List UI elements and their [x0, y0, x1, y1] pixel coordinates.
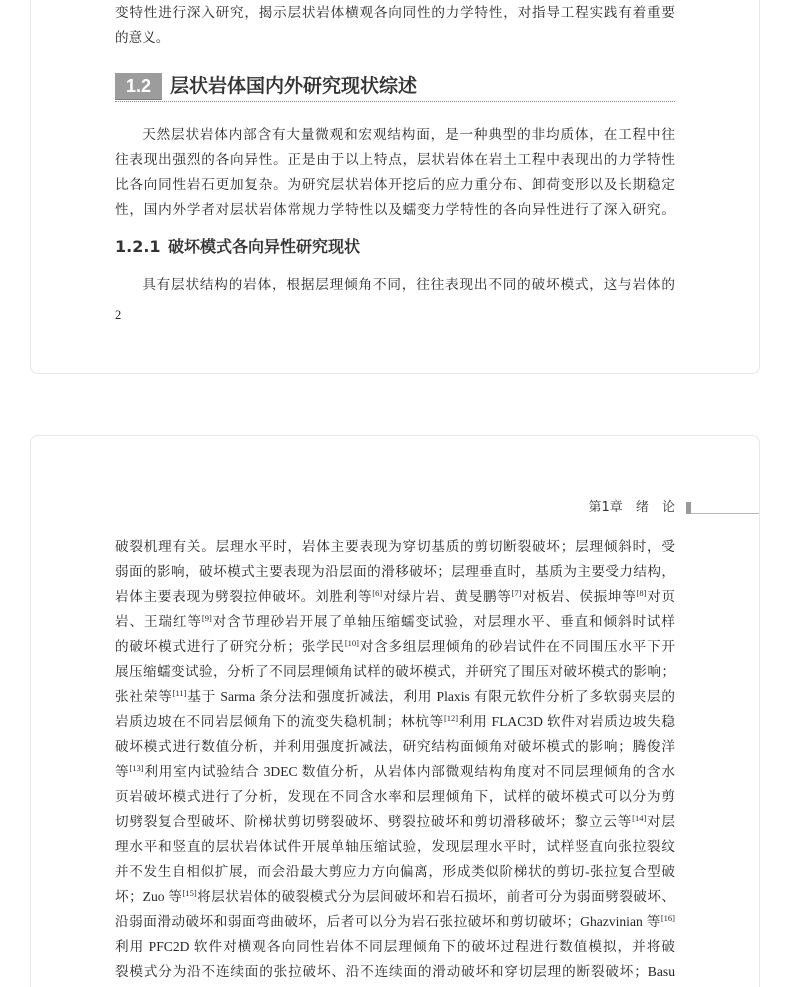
text-segment: 破坏模式进行数值分析，并利用强度折减法，研究结构面倾角对破坏模式的影响；腾俊洋: [115, 739, 675, 754]
citation-superscript: [9]: [201, 613, 212, 623]
text-segment: 并不发生自相似扩展，而会沿最大剪应力方向偏离，形成类似阶梯状的剪切-张拉复合型破: [115, 864, 675, 879]
citation-superscript: [7]: [511, 588, 522, 598]
book-page-card: [30, 435, 760, 987]
text-segment: 将层状岩体的破裂模式分为层间破坏和岩石损坏，前者可分为弱面劈裂破坏、: [196, 889, 676, 904]
text-line: [115, 884, 675, 909]
text-segment: 对含多组层理倾角的砂岩试件在不同围压水平下开: [359, 639, 676, 654]
text-line: [115, 534, 675, 559]
citation-superscript: [16]: [660, 913, 675, 923]
text-line: [115, 934, 675, 959]
citation-superscript: [10]: [344, 638, 359, 648]
text-line: [115, 859, 675, 884]
text-line: [115, 659, 675, 684]
section-number-badge: 1.2: [115, 73, 162, 99]
text-line: 性，国内外学者对层状岩体常规力学特性以及蠕变力学特性的各向异性进行了深入研究。: [115, 202, 675, 217]
running-header: 第1章 绪 论: [588, 500, 675, 515]
text-segment: 对页: [646, 589, 676, 604]
text-segment: 利用 FLAC3D 软件对岩质边坡失稳: [458, 714, 675, 729]
text-line: 天然层状岩体内部含有大量微观和宏观结构面，是一种典型的非均质体，在工程中往: [142, 127, 675, 142]
citation-superscript: [15]: [182, 888, 197, 898]
text-segment: 沿弱面滑动破坏和弱面弯曲破坏，后者可以分为岩石张拉破坏和剪切破坏；Ghazvinian 等: [115, 914, 661, 929]
text-segment: 对含节理砂岩开展了单轴压缩蠕变试验，对层理水平、垂直和倾斜时试样: [211, 614, 676, 629]
text-segment: 展压缩蠕变试验，分析了不同层理倾角试样的破坏模式，并研究了围压对破坏模式的影响；: [115, 664, 675, 679]
text-line: 具有层状结构的岩体，根据层理倾角不同，往往表现出不同的破坏模式，这与岩体的: [142, 276, 675, 292]
text-segment: 坏；Zuo 等: [115, 889, 183, 904]
text-segment: 页岩破坏模式进行了分析，发现在不同含水率和层理倾角下，试样的破坏模式可以分为剪: [115, 789, 675, 804]
text-segment: 张社荣等: [115, 689, 173, 704]
text-line: [115, 634, 675, 659]
text-line: [115, 784, 675, 809]
text-line: [115, 584, 675, 609]
running-header-rule: [691, 513, 759, 514]
subsection-heading: 破坏模式各向异性研究现状: [168, 236, 361, 256]
text-segment: 利用室内试验结合 3DEC 数值分析，从岩体内部微观结构角度对不同层理倾角的含水: [143, 764, 676, 779]
text-segment: 岩、王瑞红等: [115, 614, 202, 629]
text-line: 比各向同性岩石更加复杂。为研究层状岩体开挖后的应力重分布、卸荷变形以及长期稳定: [115, 177, 675, 192]
text-line: [115, 559, 675, 584]
section-heading-dotted-rule: [115, 101, 675, 102]
citation-superscript: [6]: [372, 588, 383, 598]
text-line: [115, 959, 675, 984]
text-segment: 切劈裂复合型破坏、阶梯状剪切劈裂破坏、劈裂拉破坏和剪切滑移破坏；黎立云等: [115, 814, 633, 829]
text-segment: 理水平和竖直的层状岩体试件开展单轴压缩试验，发现层理水平时，试样竖直向张拉裂纹: [115, 839, 675, 854]
page-text-column: [115, 436, 675, 987]
citation-superscript: [12]: [443, 713, 459, 723]
text-segment: 等: [115, 764, 130, 779]
page-text-column: [115, 0, 675, 373]
text-segment: 破裂机理有关。层理水平时，岩体主要表现为穿切基质的剪切断裂破坏；层理倾斜时，受: [115, 539, 675, 554]
section-heading: 层状岩体国内外研究现状综述: [170, 75, 418, 97]
text-line: 往表现出强烈的各向异性。正是由于以上特点，层状岩体在岩土工程中表现出的力学特性: [115, 152, 675, 167]
text-line: [115, 759, 675, 784]
text-segment: 对层: [646, 814, 676, 829]
text-segment: 利用 PFC2D 软件对横观各向同性岩体不同层理倾角下的破坏过程进行数值模拟，并将破: [115, 939, 675, 954]
text-segment: 弱面的影响，破坏模式主要表现为沿层面的滑移破坏；层理垂直时，基质为主要受力结构，: [115, 564, 675, 579]
text-segment: 对绿片岩、黄旻鹏等: [382, 589, 512, 604]
subsection-number: 1.2.1: [115, 236, 161, 256]
text-line: [115, 609, 675, 634]
text-line: [115, 809, 675, 834]
page-number: 2: [115, 307, 122, 322]
text-line: [115, 734, 675, 759]
text-segment: 裂模式分为沿不连续面的张拉破坏、沿不连续面的滑动破坏和穿切层理的断裂破坏；Basu: [115, 964, 675, 979]
text-segment: 对板岩、侯振坤等: [521, 589, 637, 604]
text-segment: 基于 Sarma 条分法和强度折减法，利用 Plaxis 有限元软件分析了多软弱夹层的: [186, 689, 676, 704]
book-page-card: [30, 0, 760, 374]
text-segment: 的破坏模式进行了研究分析；张学民: [115, 639, 345, 654]
text-line: [115, 909, 675, 934]
text-line: [115, 684, 675, 709]
text-line: 变特性进行深入研究，揭示层状岩体横观各向同性的力学特性，对指导工程实践有着重要: [115, 5, 675, 20]
citation-superscript: [13]: [129, 763, 144, 773]
text-line: [115, 834, 675, 859]
text-line: [115, 709, 675, 734]
text-segment: 岩质边坡在不同岩层倾角下的流变失稳机制；林杭等: [115, 714, 444, 729]
text-line: 的意义。: [115, 30, 170, 45]
text-segment: 岩体主要表现为劈裂拉伸破坏。刘胜利等: [115, 589, 373, 604]
citation-superscript: [8]: [636, 588, 647, 598]
citation-superscript: [14]: [632, 813, 647, 823]
citation-superscript: [11]: [172, 688, 187, 698]
